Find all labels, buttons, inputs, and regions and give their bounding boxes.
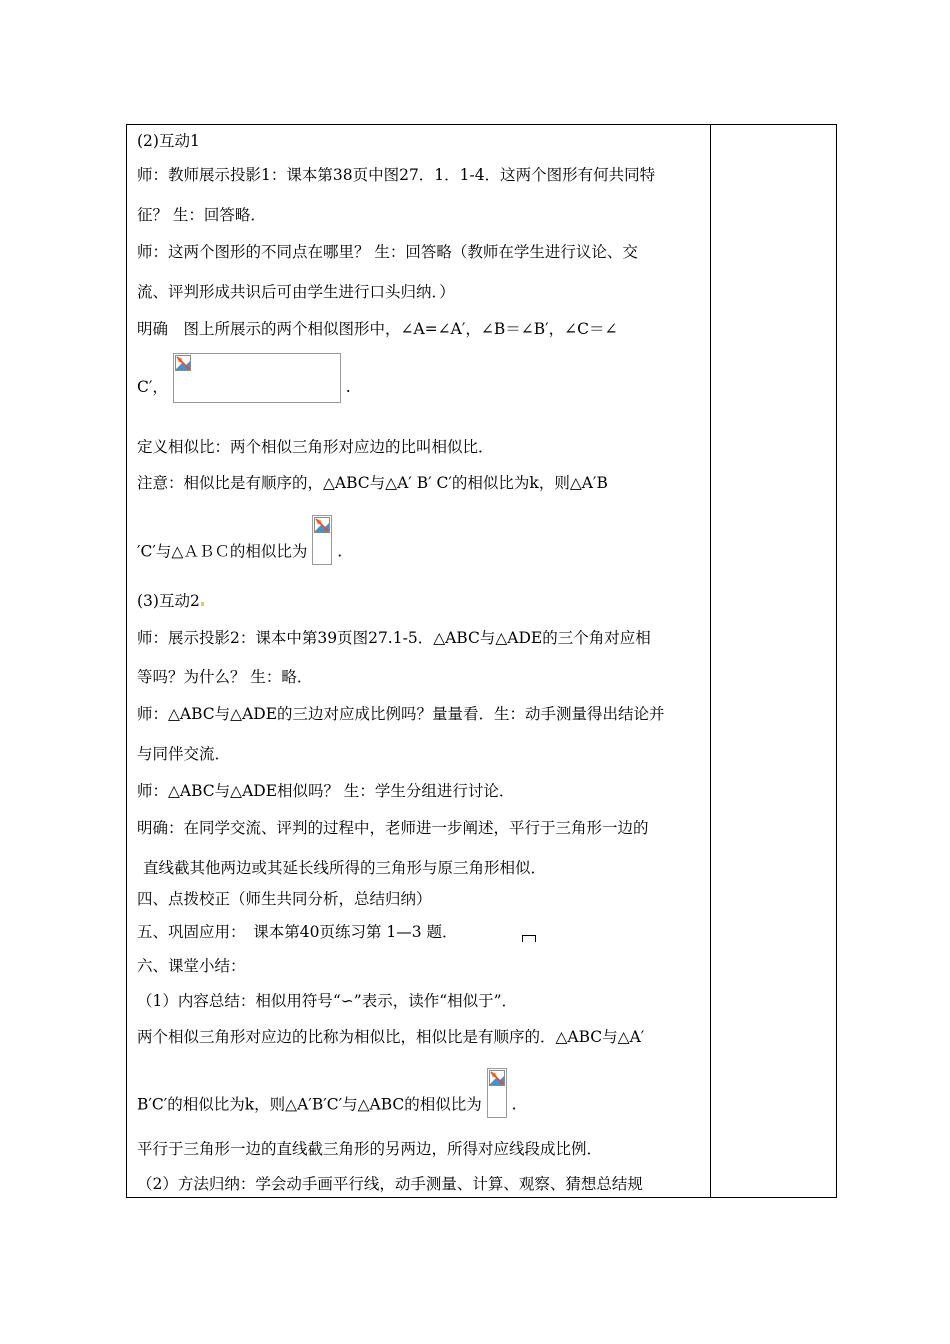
text-line: 师：展示投影2：课本中第39页图27.1-5．△ABC与△ADE的三个角对应相 xyxy=(137,629,651,647)
text-fragment: B′C′的相似比为k，则△A′B′C′与△ABC的相似比为 xyxy=(137,1095,482,1114)
text-line xyxy=(137,540,342,565)
text-line: 定义相似比：两个相似三角形对应边的比叫相似比． xyxy=(137,438,494,456)
text-fragment: . xyxy=(511,1095,517,1114)
text-line: 直线截其他两边或其延长线所得的三角形与原三角形相似． xyxy=(143,859,547,877)
text-line: 注意：相似比是有顺序的，△ABC与△A′ B′ C′的相似比为k，则△A′B xyxy=(137,474,608,492)
text-line: 流、评判形成共识后可由学生进行口头归纳．） xyxy=(137,283,455,301)
text-line: 五、巩固应用： 课本第40页练习第 1—3 题． xyxy=(137,923,458,941)
text-line: 平行于三角形一边的直线截三角形的另两边，所得对应线段成比例． xyxy=(137,1140,603,1158)
text-line: 征？ 生：回答略． xyxy=(137,206,266,224)
text-line: 明确 图上所展示的两个相似图形中，∠A=∠A′，∠B＝∠B′，∠C＝∠ xyxy=(137,320,618,338)
text-line xyxy=(137,1093,517,1118)
column-divider xyxy=(710,125,711,1197)
bracket-mark xyxy=(522,935,536,942)
broken-image-icon xyxy=(489,1070,505,1086)
text-line: （2）方法归纳：学会动手画平行线，动手测量、计算、观察、猜想总结规 xyxy=(137,1175,643,1193)
decorative-dot xyxy=(201,602,204,606)
text-line xyxy=(137,591,205,611)
text-fragment: (3)互动2 xyxy=(137,592,200,610)
broken-image-icon xyxy=(314,517,330,533)
text-line: 等吗？为什么？ 生：略． xyxy=(137,668,313,686)
text-fragment: ′C′与△ＡＢＣ的相似比为 xyxy=(137,542,308,561)
text-line: 六、课堂小结： xyxy=(137,957,246,975)
image-placeholder xyxy=(173,353,341,403)
image-placeholder xyxy=(487,1068,507,1118)
text-line: (2)互动1 xyxy=(137,132,200,150)
text-line: 师：△ABC与△ADE的三边对应成比例吗？量量看．生：动手测量得出结论并 xyxy=(137,705,665,723)
text-line: 师：教师展示投影1：课本第38页中图27．1．1-4．这两个图形有何共同特 xyxy=(137,166,656,184)
text-fragment: . xyxy=(345,378,351,396)
text-line: 四、点拨校正（师生共同分析，总结归纳） xyxy=(137,890,432,908)
text-line xyxy=(137,373,351,403)
text-line: 明确：在同学交流、评判的过程中，老师进一步阐述，平行于三角形一边的 xyxy=(137,819,649,837)
text-fragment: . xyxy=(337,542,343,561)
text-line: 两个相似三角形对应边的比称为相似比，相似比是有顺序的．△ABC与△A′ xyxy=(137,1028,645,1046)
lesson-table xyxy=(126,124,837,1198)
image-placeholder xyxy=(312,515,332,565)
text-line: 师：这两个图形的不同点在哪里？ 生：回答略（教师在学生进行议论、交 xyxy=(137,243,638,261)
broken-image-icon xyxy=(175,355,191,371)
text-line: （1）内容总结：相似用符号“∽”表示，读作“相似于”． xyxy=(137,992,518,1010)
text-line: 与同伴交流． xyxy=(137,745,231,763)
text-line: 师：△ABC与△ADE相似吗？ 生：学生分组进行讨论． xyxy=(137,782,515,800)
text-fragment: C′， xyxy=(137,378,168,396)
